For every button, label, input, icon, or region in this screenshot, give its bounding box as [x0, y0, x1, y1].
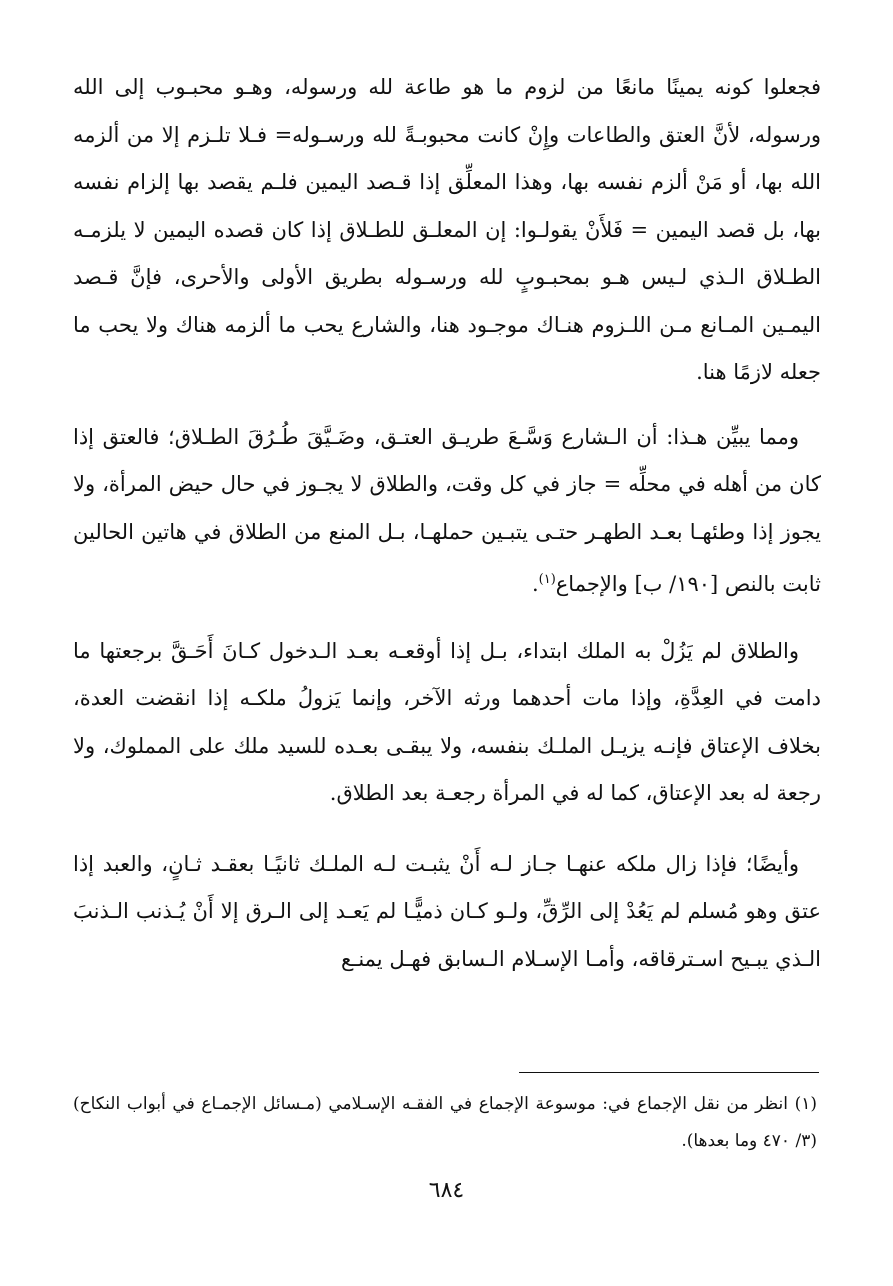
paragraph-1: فجعلوا كونه يمينًا مانعًا من لزوم ما هو طاعة لله ورسوله، وهـو محبـوب إلى الله ورسوله، لأنَّ العتق والطاعات وإِنْ كانت محبوبـةً لله ورسـوله= فـلا تلـزم إلا من ألزمه الله بها، أو مَنْ ألزم نفسه بها، وهذا المعلِّق إذا قـصد اليمين فلـم يقصد بها إلزام نفسه بها، بل قصد اليمين = فَلأَنْ يقولـوا: إن المعلـق للطـلاق إذا كان قصده اليمين لا يلزمـه الطـلاق الـذي لـيس هـو بمحبـوبٍ لله ورسـوله بطريق الأولى والأحرى، فإنَّ قـصد اليمـين المـانع مـن اللـزوم هنـاك موجـود هنا، والشارع يحب ما ألزمه هناك ولا يحب ما جعله لازمًا هنا. [73, 75, 821, 384]
paragraph-2-end: . [531, 572, 539, 596]
paragraph-2 [73, 414, 821, 609]
footnote: (١) انظر من نقل الإجماع في: موسوعة الإجماع في الفقـه الإسـلامي (مـسائل الإجمـاع في أبواب النكاح) (٣/ ٤٧٠ وما بعدها). [73, 1094, 817, 1151]
paragraph-3: والطلاق لم يَزُلْ به الملك ابتداء، بـل إذا أوقعـه بعـد الـدخول كـانَ أَحَـقَّ برجعتها ما دامت في العِدَّةِ، وإذا مات أحدهما ورثه الآخر، وإنما يَزولُ ملكـه إذا انقضت العدة، بخلاف الإعتاق فإنـه يزيـل الملـك بنفسه، ولا يبقـى بعـده للسيد ملك على المملوك، ولا رجعة له بعد الإعتاق، كما له في المرأة رجعـة بعد الطلاق. [73, 638, 821, 805]
paragraph-4: وأيضًا؛ فإذا زال ملكه عنهـا جـاز لـه أَنْ يثبـت لـه الملـك ثانيًـا بعقـد ثـانٍ، والعبد إذا عتق وهو مُسلم لم يَعُدْ إلى الرِّقِّ، ولـو كـان ذميًّـا لم يَعـد إلى الـرق إلا أَنْ يُـذنب الـذنبَ الـذي يبـيح اسـترقاقه، وأمـا الإسـلام الـسابق فهـل يمنـع [73, 851, 821, 971]
paragraph-2-text: ومما يبيِّن هـذا: أن الـشارع وَسَّـعَ طريـق العتـق، وضَـيَّقَ طُـرُقَ الطـلاق؛ فالعتق إذا كان من أهله في محلِّه = جاز في كل وقت، والطلاق لا يجـوز في حال حيض المرأة، ولا يجوز إذا وطئهـا بعـد الطهـر حتـى يتبـين حملهـا، بـل المنع من الطلاق في هاتين الحالين ثابت بالنص [١٩٠/ ب] والإجماع [73, 424, 821, 596]
footnote-separator [519, 1072, 819, 1073]
page-number: ٦٨٤ [428, 1178, 465, 1203]
footnote-reference: (١) [538, 572, 556, 587]
page-body [73, 64, 821, 983]
